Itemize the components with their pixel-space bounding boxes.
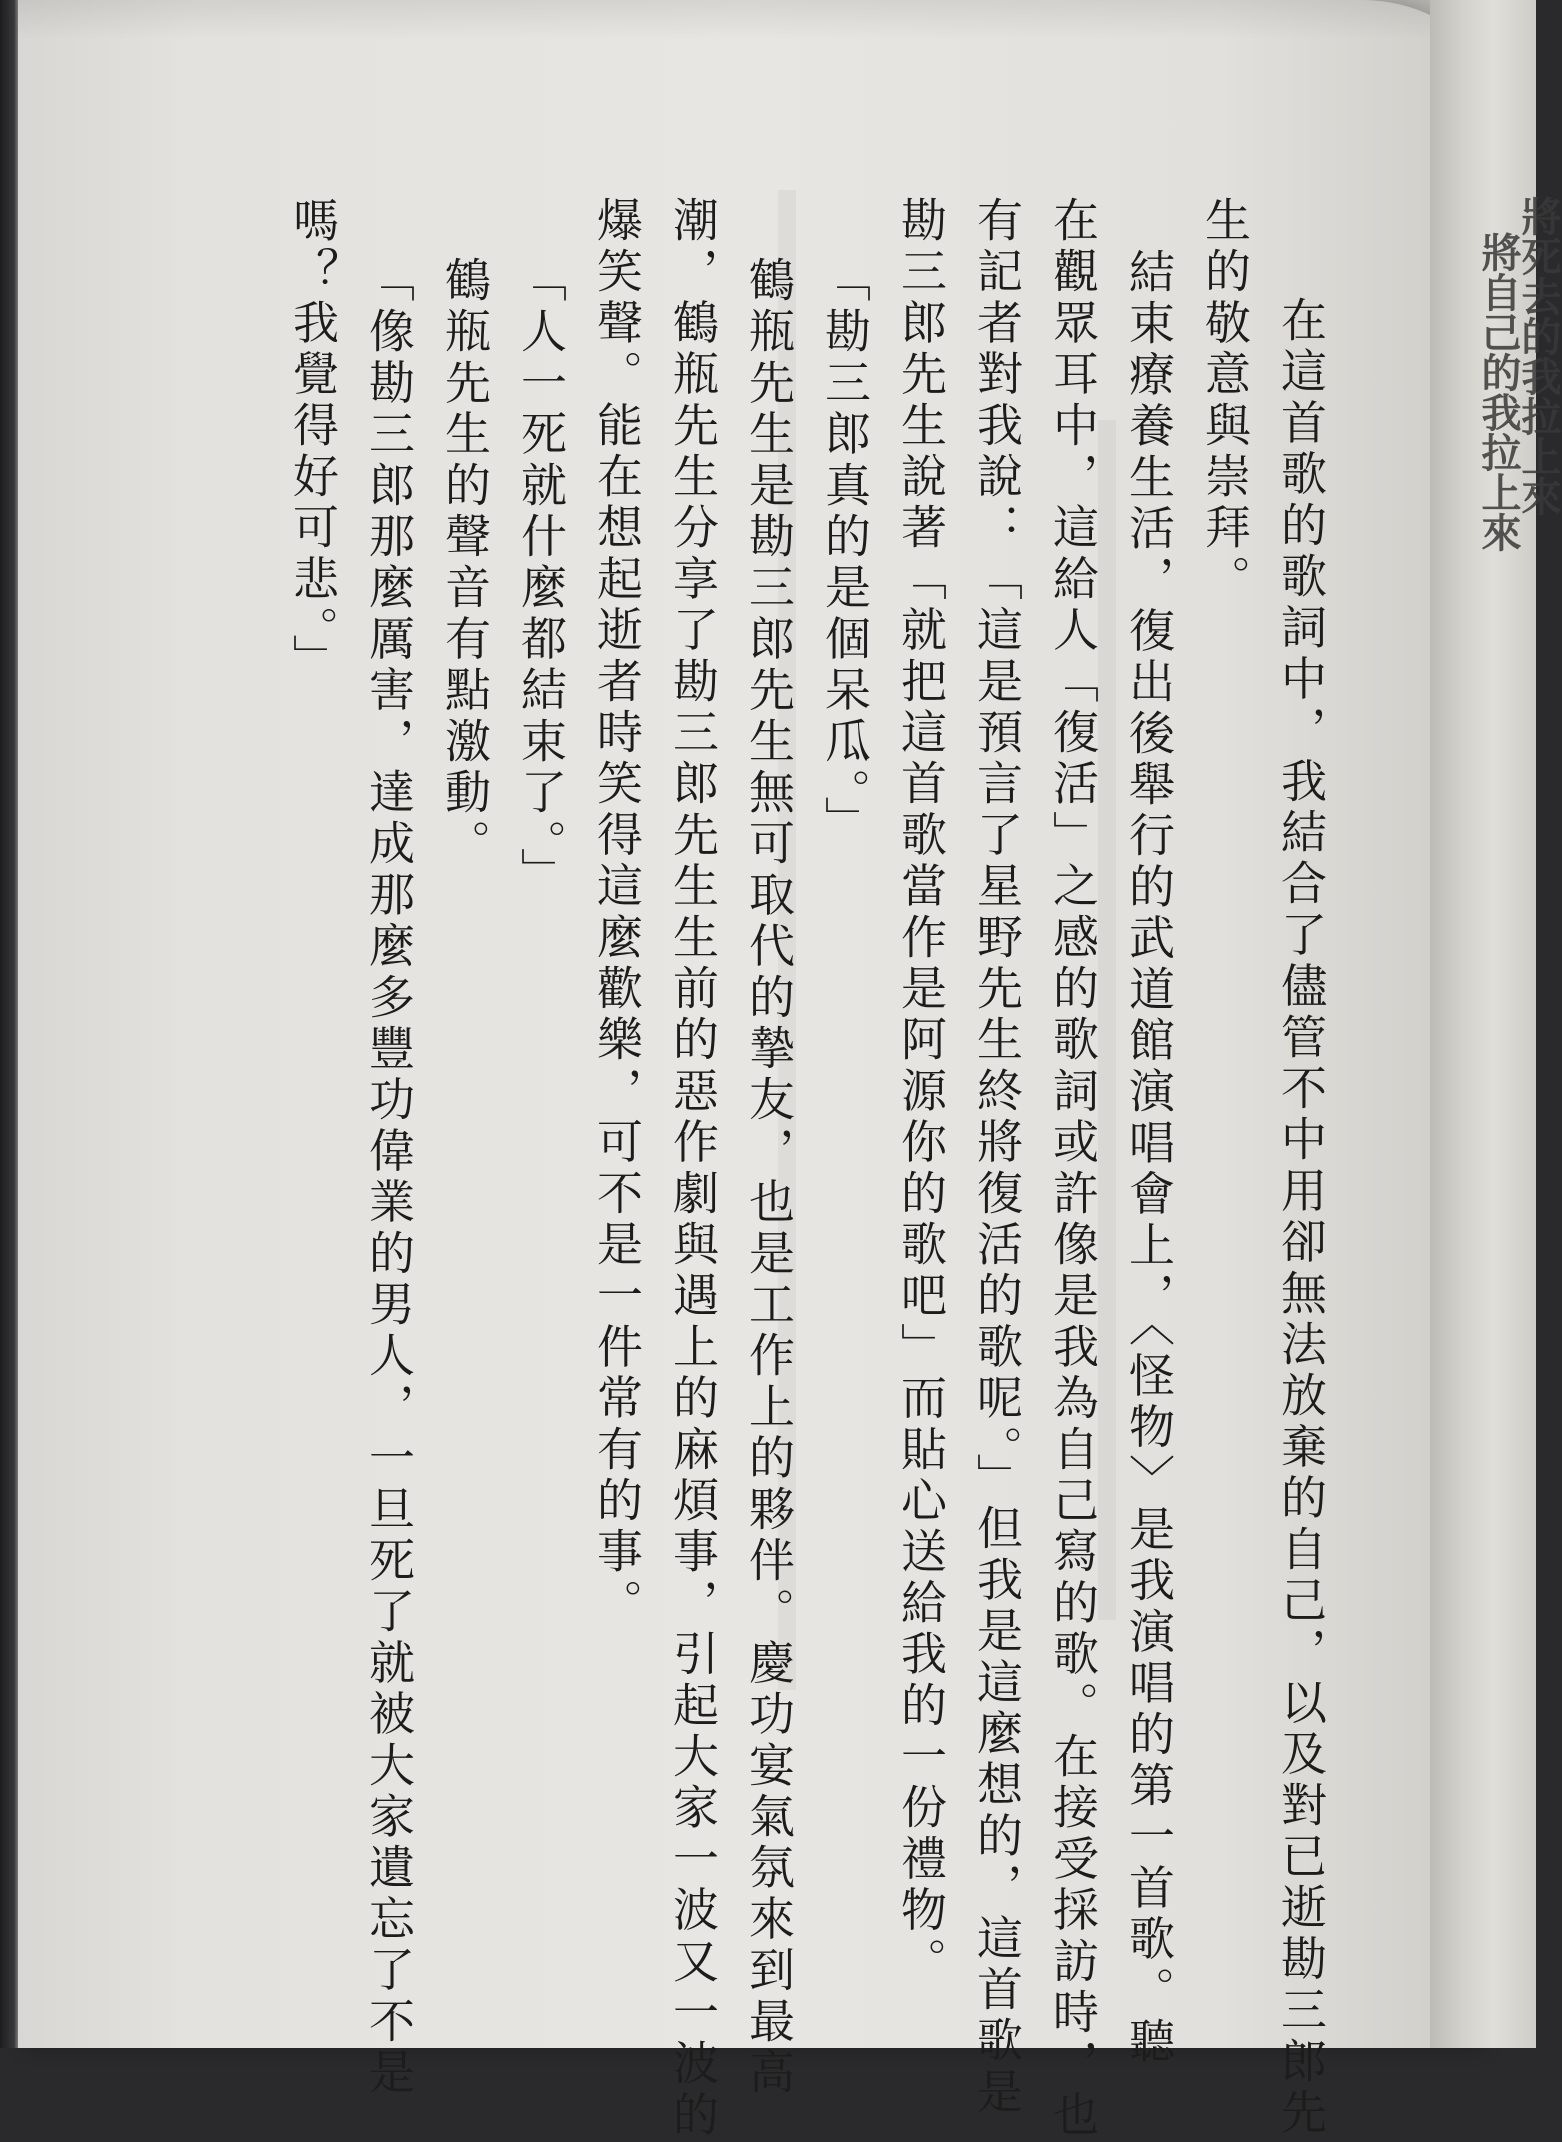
facing-page-edge (1430, 0, 1562, 2048)
text-column: 「勘三郎真的是個呆瓜。」 (818, 256, 872, 848)
facing-page-text: 將死去的我拉上來 (1515, 196, 1562, 516)
text-column: 嗎？我覺得好可悲。」 (286, 196, 340, 685)
text-column: 在觀眾耳中，這給人「復活」之感的歌詞或許像是我為自己寫的歌。在接受採訪時，也 (1046, 196, 1100, 2142)
book-page (18, 0, 1480, 2142)
text-column: 有記者對我說：「這是預言了星野先生終將復活的歌呢。」但我是這麼想的，這首歌是 (970, 196, 1024, 2119)
text-column: 勘三郎先生說著「就把這首歌當作是阿源你的歌吧」而貼心送給我的一份禮物。 (894, 196, 948, 1988)
text-column: 鶴瓶先生的聲音有點激動。 (438, 256, 492, 871)
text-column: 「像勘三郎那麼厲害，達成那麼多豐功偉業的男人，一旦死了就被大家遺忘了不是 (362, 256, 416, 2100)
vertical-text-block (188, 0, 1328, 2142)
text-column: 鶴瓶先生是勘三郎先生無可取代的摯友，也是工作上的夥伴。慶功宴氣氛來到最高 (742, 256, 796, 2100)
text-column: 生的敬意與崇拜。 (1198, 196, 1252, 606)
text-column: 結束療養生活，復出後舉行的武道館演唱會上，〈怪物〉是我演唱的第一首歌。聽 (1122, 248, 1176, 2069)
text-column: 在這首歌的歌詞中，我結合了儘管不中用卻無法放棄的自己，以及對已逝勘三郎先 (1274, 296, 1328, 2140)
text-column: 爆笑聲。能在想起逝者時笑得這麼歡樂，可不是一件常有的事。 (590, 196, 644, 1630)
text-column: 「人一死就什麼都結束了。」 (514, 256, 568, 899)
facing-page-text: 將自己的我拉上來 (1475, 232, 1522, 552)
text-column: 潮，鶴瓶先生分享了勘三郎先生生前的惡作劇與遇上的麻煩事，引起大家一波又一波的 (666, 196, 720, 2142)
